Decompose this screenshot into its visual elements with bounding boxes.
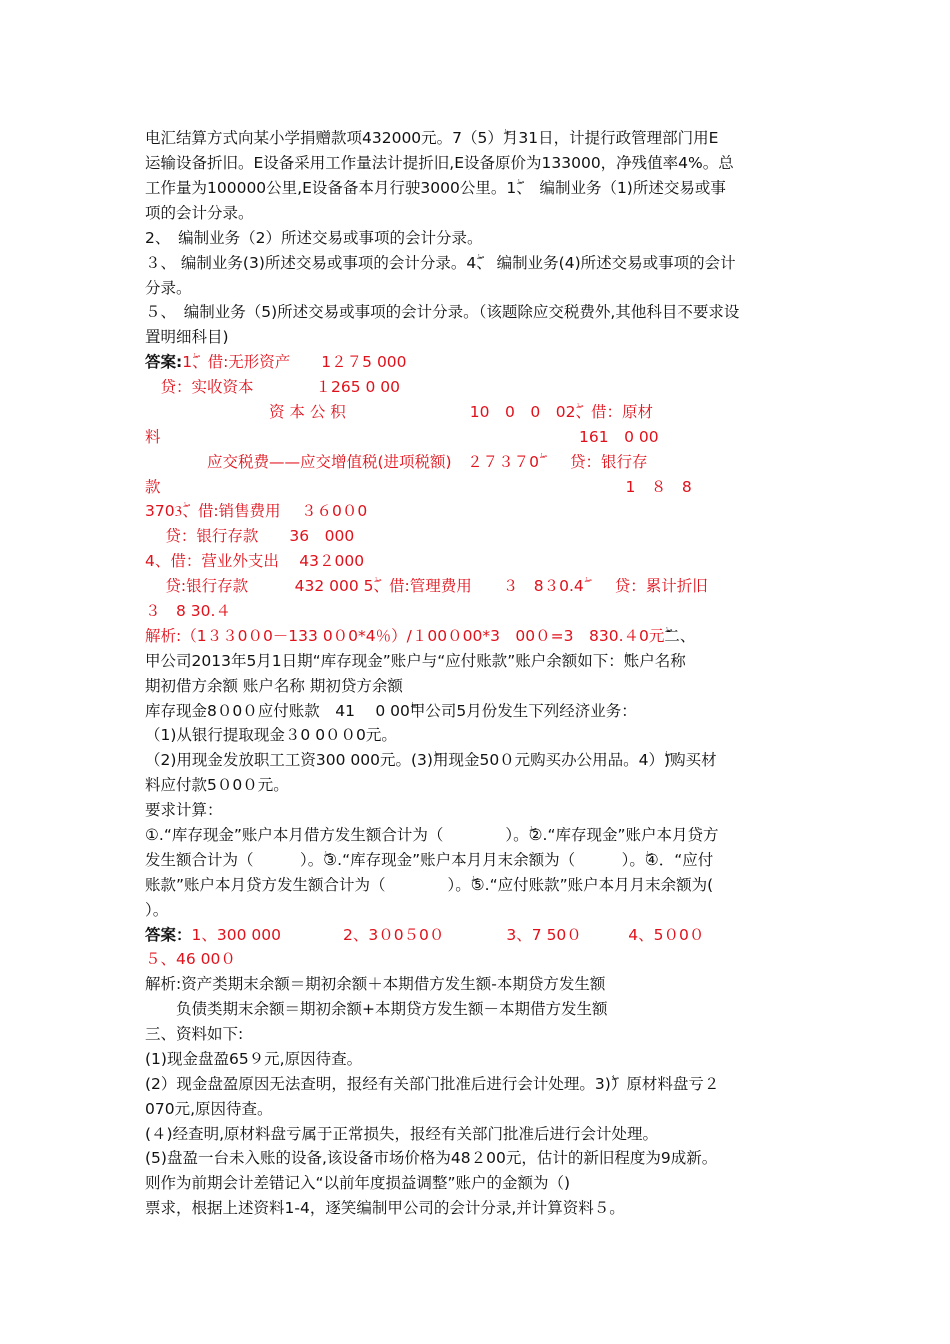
text-line: [145, 875, 713, 895]
line-text: 负债类期末余额＝期初余额+本期贷方发生额－本期借方发生额: [145, 1000, 608, 1018]
line-text: 项的会计分录。: [145, 204, 254, 222]
answer-line: [145, 377, 400, 397]
answer-line: [145, 551, 364, 571]
text-line: [145, 278, 192, 298]
line-text: 则作为前期会计差错记入“以前年度损益调整”账户的金额为（): [145, 1174, 571, 1192]
line-text: 账款”账户本月贷方发生额合计为（ ）。ۖ⑤.“应付账款”账户本月月末余额为(: [145, 876, 714, 894]
text-line: [145, 302, 739, 322]
answer-line: [145, 452, 647, 472]
line-text: 三、资料如下:: [145, 1025, 244, 1043]
line-text: ）。: [145, 901, 169, 919]
analysis-line: [145, 626, 695, 646]
answer-line: [145, 477, 692, 497]
line-text: 置明细科目): [145, 328, 229, 346]
line-suffix: ۖ二、: [664, 627, 696, 645]
text-line: [145, 651, 686, 671]
line-text: 解析:资产类期末余额＝期初余额＋本期借方发生额-本期贷方发生额: [145, 975, 606, 993]
line-text: 料应付款5０0０元。: [145, 776, 289, 794]
answer-line: [145, 576, 708, 596]
line-text: ３、 编制业务(3)所述交易或事项的会计分录。4ۖ、 编制业务(4)所述交易或事项的会计: [145, 254, 736, 272]
text-line: [145, 1049, 362, 1069]
text-line: [145, 327, 229, 347]
answer-line: [145, 925, 704, 945]
line-text: ３ 8 30.４: [145, 602, 231, 620]
line-text: 发生额合计为（ ）。ۖ③.“库存现金”账户本月月末余额为（ ）。ۖ④．“应付: [145, 851, 714, 869]
line-text: 期初借方余额 账户名称 期初贷方余额: [145, 677, 403, 695]
line-text: 贷：实收资本 １265 0 00: [145, 378, 401, 396]
text-line: [145, 701, 637, 721]
line-text: (2）现金盘盈原因无法查明，报经有关部门批准后进行会计处理。3)ۖ）原材料盘亏２: [145, 1075, 720, 1093]
answer-line: [145, 402, 653, 422]
line-text: 料 161 0 00: [145, 428, 659, 446]
answer-line: [145, 526, 354, 546]
line-text: (４)经查明,原材料盘亏属于正常损失，报经有关部门批准后进行会计处理。: [145, 1125, 659, 1143]
line-text: 贷：银行存款 36 000: [145, 527, 355, 545]
line-text: ①.“库存现金”账户本月借方发生额合计为（ ）。ۖ②.“库存现金”账户本月贷方: [145, 826, 719, 844]
text-line: [145, 999, 608, 1019]
answer-label: 答案:: [145, 353, 183, 371]
line-text: 3703ۖ、借:销售费用 ３６0０0: [145, 502, 368, 520]
line-text: 资 本 公 积 10 0 0 02ۖ、借：原材: [145, 403, 653, 421]
line-text: (1)现金盘盈65９元,原因待查。: [145, 1050, 363, 1068]
line-text: 甲公司2013年5月1日期“库存现金”账户与“应付账款”账户余额如下：ۖ账户名称: [145, 652, 686, 670]
line-text: 解析:（1３３0０0－133 0０0*4％）/１00０00*3 00０=3 830.４0元: [145, 627, 665, 645]
line-text: 电汇结算方式向某小学捐赠款项432000元。7（5）ۖ月31日，计提行政管理部门用E: [145, 129, 719, 147]
text-line: [145, 825, 719, 845]
answer-line: [145, 601, 231, 621]
text-line: [145, 128, 718, 148]
text-line: [145, 750, 717, 770]
line-text: 4、借：营业外支出 43２000: [145, 552, 365, 570]
text-line: [145, 1198, 625, 1218]
line-text: ５、 编制业务（5)所述交易或事项的会计分录。（该题除应交税费外,其他科目不要求设: [145, 303, 740, 321]
text-line: [145, 203, 254, 223]
text-line: [145, 253, 736, 273]
line-text: 款 1 ８ 8: [145, 478, 692, 496]
text-line: [145, 228, 482, 248]
line-text: 2、 编制业务（2）所述交易或事项的会计分录。: [145, 229, 483, 247]
text-line: [145, 1099, 273, 1119]
line-text: 工作量为100000公里,E设备备本月行驶3000公里。1ۖ、 编制业务（1)所述交易或事: [145, 179, 726, 197]
text-line: [145, 178, 726, 198]
line-text: (5)盘盈一台未入账的设备,该设备市场价格为48２00元，估计的新旧程度为9成新。: [145, 1149, 718, 1167]
line-text: （1)从银行提取现金３0 0００0元。: [145, 726, 397, 744]
text-line: [145, 1074, 719, 1094]
answer-line: [145, 427, 659, 447]
line-text: 1ۖ、借:无形资产 1２７5 000: [182, 353, 407, 371]
answer-label: 答案：: [145, 926, 192, 944]
line-text: 分录。: [145, 279, 192, 297]
text-line: [145, 800, 223, 820]
text-line: [145, 1124, 658, 1144]
line-text: 贷:银行存款 432 000 5ۖ、借:管理费用 ３ 8３0.4ۖ 贷：累计折旧: [145, 577, 708, 595]
text-line: [145, 1173, 570, 1193]
text-line: [145, 900, 168, 920]
text-line: [145, 676, 403, 696]
line-text: 1、300 000 2、3０0５0０ 3、7 50０ 4、5０0０: [191, 926, 705, 944]
line-text: 应交税费——应交增值税(进项税额) ２７３７0ۖ 贷：银行存: [145, 453, 648, 471]
answer-line: [145, 352, 407, 372]
line-text: （2)用现金发放职工工资300 000元。(3)ۖ用现金50０元购买办公用品。4）ۖ)购买材: [145, 751, 717, 769]
line-text: 要求计算：: [145, 801, 223, 819]
line-text: 票求，根据上述资料1-4，逐笑编制甲公司的会计分录,并计算资料５。: [145, 1199, 625, 1217]
line-text: 库存现金8０0０应付账款 41 0 00ۖ甲公司5月份发生下列经济业务：: [145, 702, 637, 720]
text-line: [145, 775, 289, 795]
answer-line: [145, 949, 236, 969]
answer-line: [145, 501, 367, 521]
text-line: [145, 153, 734, 173]
text-line: [145, 850, 713, 870]
text-line: [145, 725, 397, 745]
text-line: [145, 1024, 243, 1044]
text-line: [145, 1148, 717, 1168]
line-text: 运输设备折旧。E设备采用工作量法计提折旧,E设备原价为133000，净残值率4%。总: [145, 154, 734, 172]
line-text: 070元,原因待查。: [145, 1100, 273, 1118]
line-text: ５、46 00０: [145, 950, 236, 968]
text-line: [145, 974, 605, 994]
